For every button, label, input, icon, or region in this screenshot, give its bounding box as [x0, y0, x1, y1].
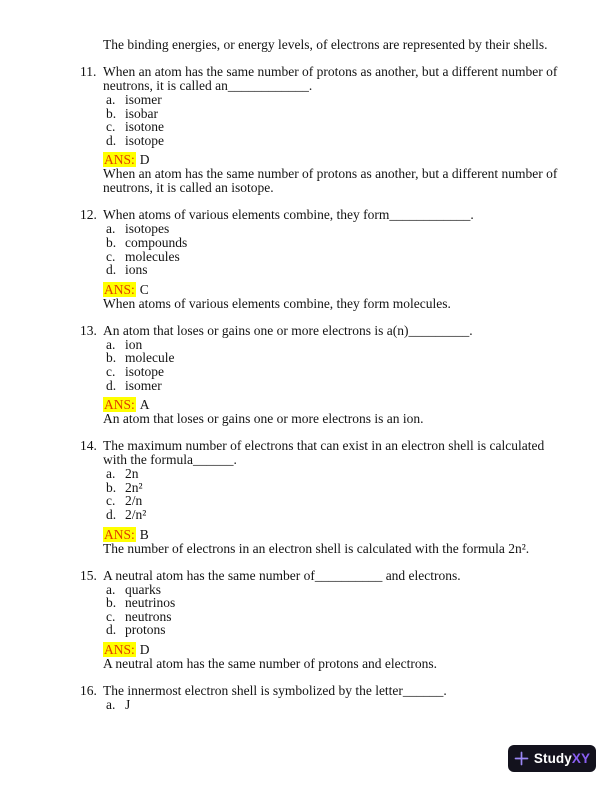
options-list	[106, 698, 564, 712]
option-letter: b.	[106, 595, 117, 611]
question-number: 13.	[80, 322, 97, 338]
option-text: 2n²	[125, 479, 143, 495]
option-a	[106, 467, 564, 481]
question-text: An atom that loses or gains one or more electrons is a(n)_________.	[103, 322, 473, 338]
option-letter: a.	[106, 92, 116, 107]
option-text: 2n	[125, 466, 139, 482]
option-letter: d.	[106, 377, 117, 393]
option-a	[106, 698, 564, 712]
option-text: neutrons	[125, 608, 172, 624]
answer-line	[103, 153, 564, 167]
options-list	[106, 467, 564, 521]
answer-line	[103, 528, 564, 542]
options-list	[106, 222, 564, 276]
option-text: isotope	[125, 132, 164, 148]
option-letter: c.	[106, 608, 116, 624]
option-letter: b.	[106, 105, 117, 121]
studyxy-logo	[508, 745, 596, 772]
option-text: protons	[125, 622, 166, 638]
question-number: 12.	[80, 207, 97, 223]
option-b	[106, 596, 564, 610]
option-letter: a.	[106, 221, 116, 237]
option-a	[106, 583, 564, 597]
option-b	[106, 481, 564, 495]
intro-text: The binding energies, or energy levels, of electrons are represented by their shells.	[103, 37, 548, 52]
option-letter: b.	[106, 350, 117, 366]
answer-label: ANS:	[104, 397, 135, 413]
answer-explanation: An atom that loses or gains one or more electrons is an ion.	[103, 411, 424, 427]
answer-explanation: The number of electrons in an electron shell is calculated with the formula 2n².	[103, 540, 530, 556]
option-letter: b.	[106, 479, 117, 495]
answer-label: ANS:	[104, 152, 135, 168]
option-c	[106, 120, 564, 134]
option-c	[106, 365, 564, 379]
question-text: When atoms of various elements combine, they form____________.	[103, 207, 474, 223]
option-text: molecule	[125, 350, 175, 366]
answer-value: D	[139, 152, 150, 168]
option-letter: d.	[106, 622, 117, 638]
answer-explanation: A neutral atom has the same number of protons and electrons.	[103, 655, 438, 671]
option-text: isotopes	[125, 221, 170, 237]
option-letter: a.	[106, 466, 116, 482]
option-text: isotone	[125, 119, 164, 135]
answer-label: ANS:	[104, 526, 135, 542]
option-letter: d.	[106, 132, 117, 148]
answer-value: B	[139, 526, 149, 542]
answer-value: A	[139, 397, 150, 413]
option-letter: a.	[106, 336, 116, 352]
question-text: The maximum number of electrons that can exist in an electron shell is calculated with the formula______.	[103, 438, 545, 468]
answer-line	[103, 398, 564, 412]
logo-wordmark	[534, 751, 590, 766]
option-a	[106, 93, 564, 107]
question-11	[80, 65, 564, 195]
option-d	[106, 508, 564, 522]
option-letter: a.	[106, 696, 116, 712]
option-text: J	[125, 696, 131, 712]
answer-label: ANS:	[104, 641, 135, 657]
question-text: A neutral atom has the same number of__________ and electrons.	[103, 567, 461, 583]
option-c	[106, 250, 564, 264]
option-text: isotope	[125, 363, 164, 379]
option-text: ions	[125, 262, 148, 278]
option-d	[106, 379, 564, 393]
option-b	[106, 236, 564, 250]
question-text: When an atom has the same number of protons as another, but a different number of neutrons, it is called an____________.	[103, 64, 558, 93]
option-text: neutrinos	[125, 595, 176, 611]
option-letter: b.	[106, 234, 117, 250]
document-page	[80, 38, 564, 711]
options-list	[106, 93, 564, 147]
question-number: 11.	[80, 64, 97, 79]
option-letter: c.	[106, 363, 116, 379]
option-d	[106, 623, 564, 637]
answer-line	[103, 643, 564, 657]
question-12	[80, 208, 564, 310]
answer-explanation: When an atom has the same number of protons as another, but a different number of neutrons, it is called an isotope.	[103, 166, 558, 196]
option-c	[106, 494, 564, 508]
option-letter: c.	[106, 248, 116, 264]
option-letter: d.	[106, 506, 117, 522]
question-number: 15.	[80, 567, 97, 583]
option-letter: c.	[106, 119, 116, 135]
option-text: quarks	[125, 581, 161, 597]
option-b	[106, 107, 564, 121]
option-a	[106, 222, 564, 236]
question-number: 14.	[80, 438, 97, 454]
option-text: compounds	[125, 234, 188, 250]
logo-text-study: Study	[533, 751, 572, 766]
question-number: 16.	[80, 682, 97, 698]
option-c	[106, 610, 564, 624]
option-d	[106, 263, 564, 277]
question-16	[80, 684, 564, 712]
answer-explanation: When atoms of various elements combine, they form molecules.	[103, 295, 451, 311]
option-text: isomer	[125, 377, 162, 393]
option-d	[106, 134, 564, 148]
question-14	[80, 439, 564, 555]
logo-text-xy: XY	[571, 751, 591, 766]
options-list	[106, 338, 564, 392]
answer-value: C	[139, 281, 149, 297]
answer-value: D	[139, 641, 150, 657]
option-text: 2/n	[125, 493, 143, 509]
option-a	[106, 338, 564, 352]
option-text: isobar	[125, 105, 158, 121]
option-letter: a.	[106, 581, 116, 597]
options-list	[106, 583, 564, 637]
answer-label: ANS:	[104, 281, 135, 297]
question-text: The innermost electron shell is symbolized by the letter______.	[103, 682, 447, 698]
question-15	[80, 569, 564, 671]
answer-line	[103, 283, 564, 297]
option-text: 2/n²	[125, 506, 147, 522]
option-letter: c.	[106, 493, 116, 509]
option-b	[106, 351, 564, 365]
plus-icon	[514, 751, 529, 766]
option-letter: d.	[106, 262, 117, 278]
option-text: molecules	[125, 248, 180, 264]
question-13	[80, 324, 564, 426]
option-text: ion	[125, 336, 143, 352]
option-text: isomer	[125, 92, 162, 107]
